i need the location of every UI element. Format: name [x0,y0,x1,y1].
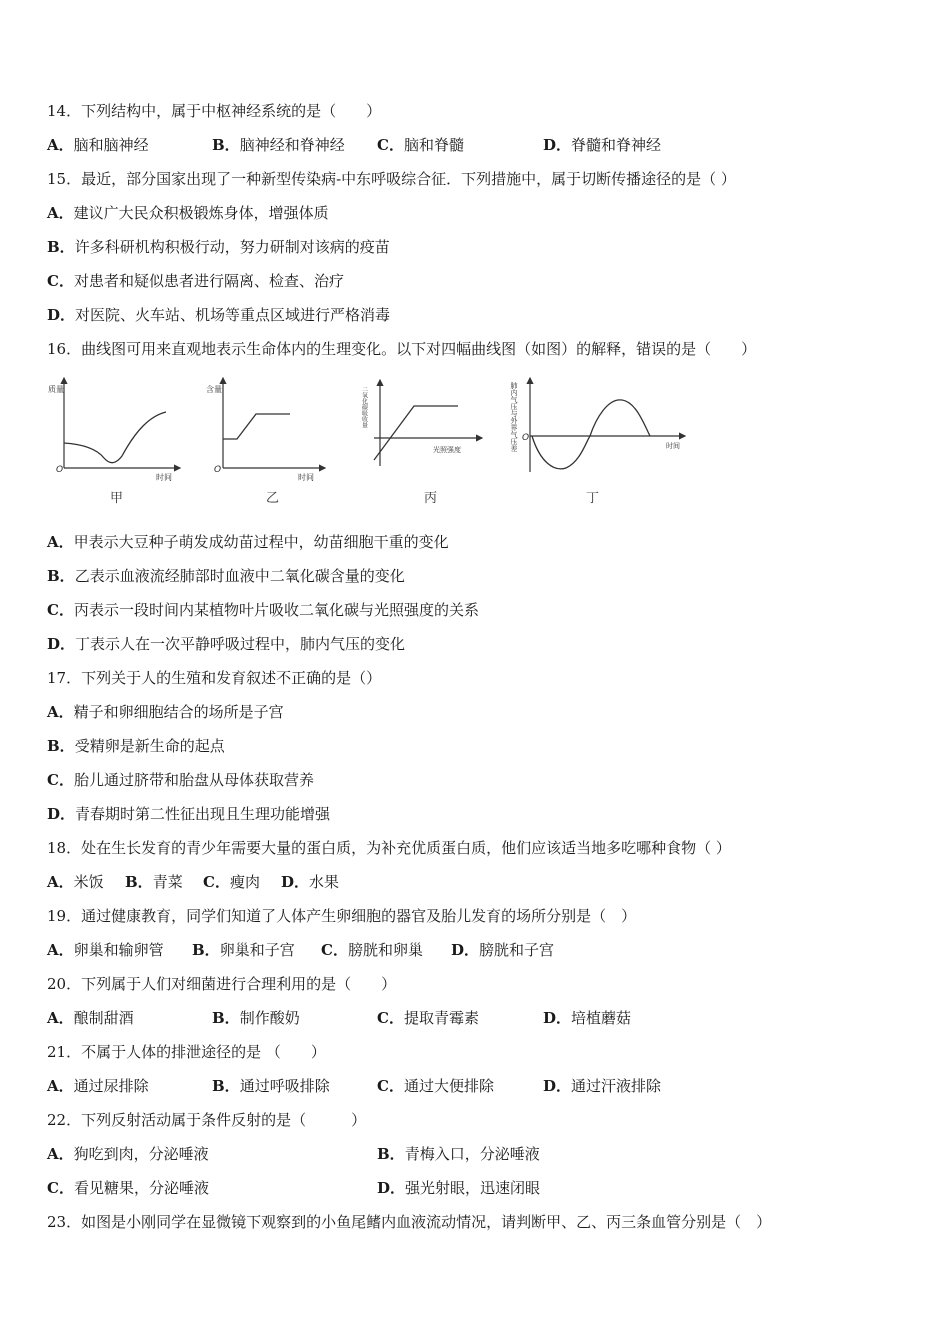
chart-bing [361,380,483,506]
chart-ding-caption: 丁 [586,491,600,506]
option-text: 卵巢和输卵管 [73,941,164,959]
option-label: C． [47,1179,74,1197]
option-text: 通过大便排除 [403,1077,494,1095]
option-label: D． [543,1009,572,1027]
q14-option-c[interactable] [377,135,464,155]
q18-option-b[interactable] [125,872,183,892]
option-label: D． [47,635,76,653]
option-label: D． [281,873,310,891]
question-20-stem: 20．下列属于人们对细菌进行合理利用的是（ ） [47,975,397,993]
q21-option-d[interactable] [543,1076,661,1096]
q17-option-a[interactable] [47,702,284,722]
option-label: B． [47,238,75,256]
chart-yi-ylabel: 含量 [206,385,222,394]
option-label: B． [212,1077,240,1095]
question-23-stem: 23．如图是小刚同学在显微镜下观察到的小鱼尾鳍内血液流动情况，请判断甲、乙、丙三条血管分别是（ ） [47,1213,772,1231]
option-text: 脑神经和脊神经 [239,136,345,154]
option-label: C． [377,136,404,154]
option-text: 许多科研机构积极行动，努力研制对该病的疫苗 [74,238,390,256]
question-15-stem: 15．最近，部分国家出现了一种新型传染病-中东呼吸综合征．下列措施中，属于切断传播途径的是（ ） [47,170,736,188]
q21-option-a[interactable] [47,1076,149,1096]
q17-option-b[interactable] [47,736,225,756]
q19-option-b[interactable] [192,940,295,960]
q15-option-b[interactable] [47,237,390,257]
option-label: C． [203,873,230,891]
option-label: D． [451,941,480,959]
option-text: 制作酸奶 [239,1009,300,1027]
option-label: A． [47,941,74,959]
question-21-stem: 21．不属于人体的排泄途径的是 （ ） [47,1043,326,1061]
q17-option-c[interactable] [47,770,314,790]
q22-option-b[interactable] [377,1144,540,1164]
q18-option-c[interactable] [203,872,260,892]
chart-bing-xlabel: 光照强度 [433,446,461,454]
q22-option-d[interactable] [377,1178,540,1198]
option-text: 看见糖果，分泌唾液 [73,1179,209,1197]
q21-option-b[interactable] [212,1076,330,1096]
q15-option-c[interactable] [47,271,344,291]
option-text: 提取青霉素 [403,1009,479,1027]
q19-option-a[interactable] [47,940,164,960]
option-text: 胎儿通过脐带和胎盘从母体获取营养 [73,771,314,789]
option-label: B． [47,567,75,585]
option-text: 米饭 [73,873,104,891]
origin-label: O [522,433,530,443]
option-label: C． [47,272,74,290]
option-label: D． [47,306,76,324]
q20-option-b[interactable] [212,1008,300,1028]
option-label: D． [543,136,572,154]
chart-yi-curve [223,414,290,439]
option-text: 丙表示一段时间内某植物叶片吸收二氧化碳与光照强度的关系 [73,601,479,619]
option-text: 脑和脑神经 [73,136,149,154]
q14-option-d[interactable] [543,135,661,155]
q18-option-a[interactable] [47,872,104,892]
chart-jia-ylabel: 质量 [48,385,64,394]
option-text: 乙表示血液流经肺部时血液中二氧化碳含量的变化 [74,567,405,585]
q16-option-c[interactable] [47,600,479,620]
option-label: A． [47,873,74,891]
option-text: 膀胱和子宫 [479,941,555,959]
question-18-stem: 18．处在生长发育的青少年需要大量的蛋白质，为补充优质蛋白质，他们应该适当地多吃哪种食物（ ） [47,839,731,857]
option-label: C． [377,1009,404,1027]
q15-option-d[interactable] [47,305,390,325]
q19-option-d[interactable] [451,940,554,960]
option-text: 通过呼吸排除 [239,1077,330,1095]
option-text: 脑和脊髓 [403,136,464,154]
option-text: 通过汗液排除 [571,1077,662,1095]
option-text: 卵巢和子宫 [219,941,295,959]
question-19-stem: 19．通过健康教育，同学们知道了人体产生卵细胞的器官及胎儿发育的场所分别是（ ） [47,907,637,925]
origin-label: O [56,465,64,475]
option-text: 甲表示大豆种子萌发成幼苗过程中，幼苗细胞干重的变化 [73,533,449,551]
option-label: A． [47,136,74,154]
chart-yi-xlabel: 时间 [298,473,314,482]
option-label: B． [212,1009,240,1027]
q16-option-d[interactable] [47,634,405,654]
question-16-stem: 16．曲线图可用来直观地表示生命体内的生理变化。以下对四幅曲线图（如图）的解释，错误的是（ ） [47,340,757,358]
question-17-stem: 17．下列关于人的生殖和发育叙述不正确的是（） [47,669,382,687]
option-label: C． [47,601,74,619]
q20-option-a[interactable] [47,1008,134,1028]
option-label: A． [47,1009,74,1027]
option-text: 酿制甜酒 [73,1009,134,1027]
option-text: 对患者和疑似患者进行隔离、检查、治疗 [73,272,344,290]
q14-option-a[interactable] [47,135,149,155]
option-text: 瘦肉 [229,873,260,891]
option-text: 丁表示人在一次平静呼吸过程中，肺内气压的变化 [75,635,406,653]
chart-yi [206,378,325,506]
q16-option-b[interactable] [47,566,405,586]
option-label: B． [47,737,75,755]
option-text: 建议广大民众积极锻炼身体，增强体质 [73,204,329,222]
chart-bing-caption: 丙 [424,491,438,506]
option-text: 受精卵是新生命的起点 [74,737,225,755]
curve-figures-svg [40,372,700,512]
option-label: B． [125,873,153,891]
option-label: A． [47,533,74,551]
option-text: 狗吃到肉，分泌唾液 [73,1145,209,1163]
option-text: 脊髓和脊神经 [571,136,662,154]
q18-option-d[interactable] [281,872,339,892]
chart-ding-xlabel: 时间 [666,442,680,450]
chart-jia-caption: 甲 [110,491,124,506]
option-text: 青菜 [152,873,183,891]
origin-label: O [214,465,222,475]
option-label: B． [377,1145,405,1163]
question-14-stem: 14．下列结构中，属于中枢神经系统的是（ ） [47,102,382,120]
option-label: A． [47,204,74,222]
option-label: B． [192,941,220,959]
option-text: 通过尿排除 [73,1077,149,1095]
option-text: 水果 [309,873,340,891]
option-text: 对医院、火车站、机场等重点区域进行严格消毒 [75,306,391,324]
option-text: 青梅入口，分泌唾液 [404,1145,540,1163]
q19-option-c[interactable] [321,940,423,960]
chart-jia-curve [64,412,166,463]
option-label: A． [47,703,74,721]
option-text: 精子和卵细胞结合的场所是子宫 [73,703,284,721]
q15-option-a[interactable] [47,203,329,223]
option-label: D． [543,1077,572,1095]
option-label: A． [47,1145,74,1163]
option-label: C． [321,941,348,959]
option-text: 青春期时第二性征出现且生理功能增强 [75,805,331,823]
chart-jia [48,378,180,506]
question-22-stem: 22．下列反射活动属于条件反射的是（ ） [47,1111,367,1129]
option-label: D． [47,805,76,823]
q20-option-d[interactable] [543,1008,631,1028]
option-text: 强光射眼，迅速闭眼 [405,1179,541,1197]
chart-jia-xlabel: 时间 [156,473,172,482]
option-label: A． [47,1077,74,1095]
q21-option-c[interactable] [377,1076,494,1096]
option-label: C． [377,1077,404,1095]
q22-option-a[interactable] [47,1144,209,1164]
q22-option-c[interactable] [47,1178,209,1198]
option-label: B． [212,136,240,154]
q14-option-b[interactable] [212,135,345,155]
chart-ding-ylabel: 肺内气压与外界气压差 [510,382,518,452]
q17-option-d[interactable] [47,804,330,824]
chart-ding-curve [532,400,650,469]
option-text: 培植蘑菇 [571,1009,632,1027]
option-text: 膀胱和卵巢 [347,941,423,959]
chart-ding [510,378,686,506]
q16-option-a[interactable] [47,532,449,552]
curve-figures [40,372,700,512]
chart-yi-caption: 乙 [266,491,280,506]
q20-option-c[interactable] [377,1008,479,1028]
option-label: D． [377,1179,406,1197]
option-label: C． [47,771,74,789]
chart-bing-ylabel: 二氧化碳吸收量 [360,386,368,428]
